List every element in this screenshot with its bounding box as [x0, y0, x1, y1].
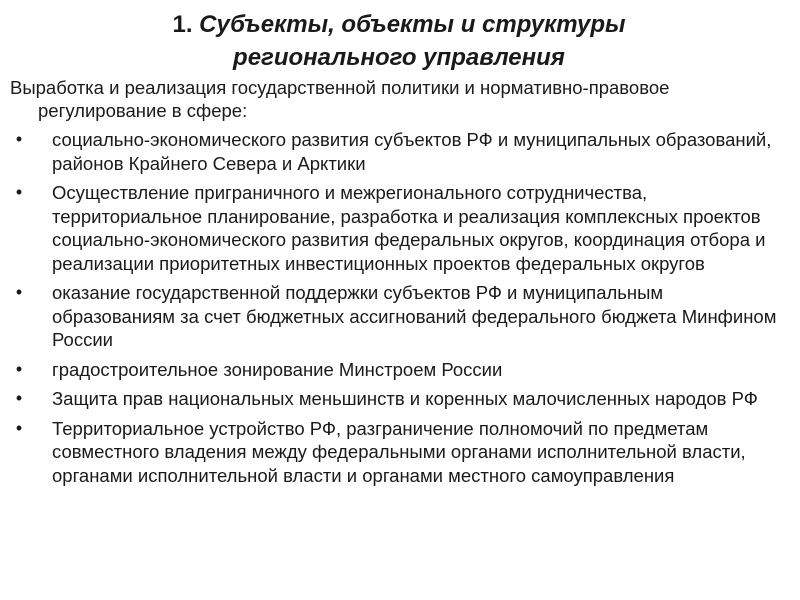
bullet-marker: •: [15, 182, 23, 202]
bullet-text: социально-экономического развития субъектов РФ и муниципальных образований, районов Крайнего Севера и Арктики: [52, 129, 772, 174]
lead-paragraph: Выработка и реализация государственной политики и нормативно-правовое регулирование в сфере:: [10, 77, 670, 121]
title-number: 1.: [172, 11, 193, 38]
bullet-text: Территориальное устройство РФ, разграничение полномочий по предметам совместного владения между федеральными органами исполнительной власти, органами исполнительной власти и органами местного самоуправления: [52, 417, 746, 486]
bullet-text: Осуществление приграничного и межрегионального сотрудничества, территориальное планирование, разработка и реализация комплексных проектов социально-экономического развития федеральных округов, координация отбора и реализации приоритетных инвестиционных проектов федеральных округов: [52, 182, 766, 274]
bullet-item: [10, 181, 788, 275]
title-line-1: [10, 8, 788, 41]
bullet-item: [10, 417, 788, 488]
bullet-list: [10, 128, 788, 487]
bullet-text: оказание государственной поддержки субъектов РФ и муниципальным образованиям за счет бюджетных ассигнований федерального бюджета Минфином России: [52, 282, 777, 350]
slide-title: [10, 0, 788, 74]
bullet-item: [10, 128, 788, 175]
bullet-marker: •: [15, 129, 23, 149]
bullet-item: [10, 281, 788, 352]
bullet-marker: •: [15, 417, 23, 438]
title-text-line-2: регионального управления: [233, 44, 565, 71]
title-text-line-1: Субъекты, объекты и структуры: [199, 11, 626, 38]
bullet-item: [10, 387, 788, 411]
bullet-text: Защита прав национальных меньшинств и коренных малочисленных народов РФ: [52, 388, 758, 409]
bullet-marker: •: [15, 358, 23, 379]
bullet-marker: •: [15, 282, 23, 302]
bullet-marker: •: [15, 388, 23, 408]
bullet-item: [10, 358, 788, 382]
bullet-text: градостроительное зонирование Минстроем России: [52, 358, 503, 380]
